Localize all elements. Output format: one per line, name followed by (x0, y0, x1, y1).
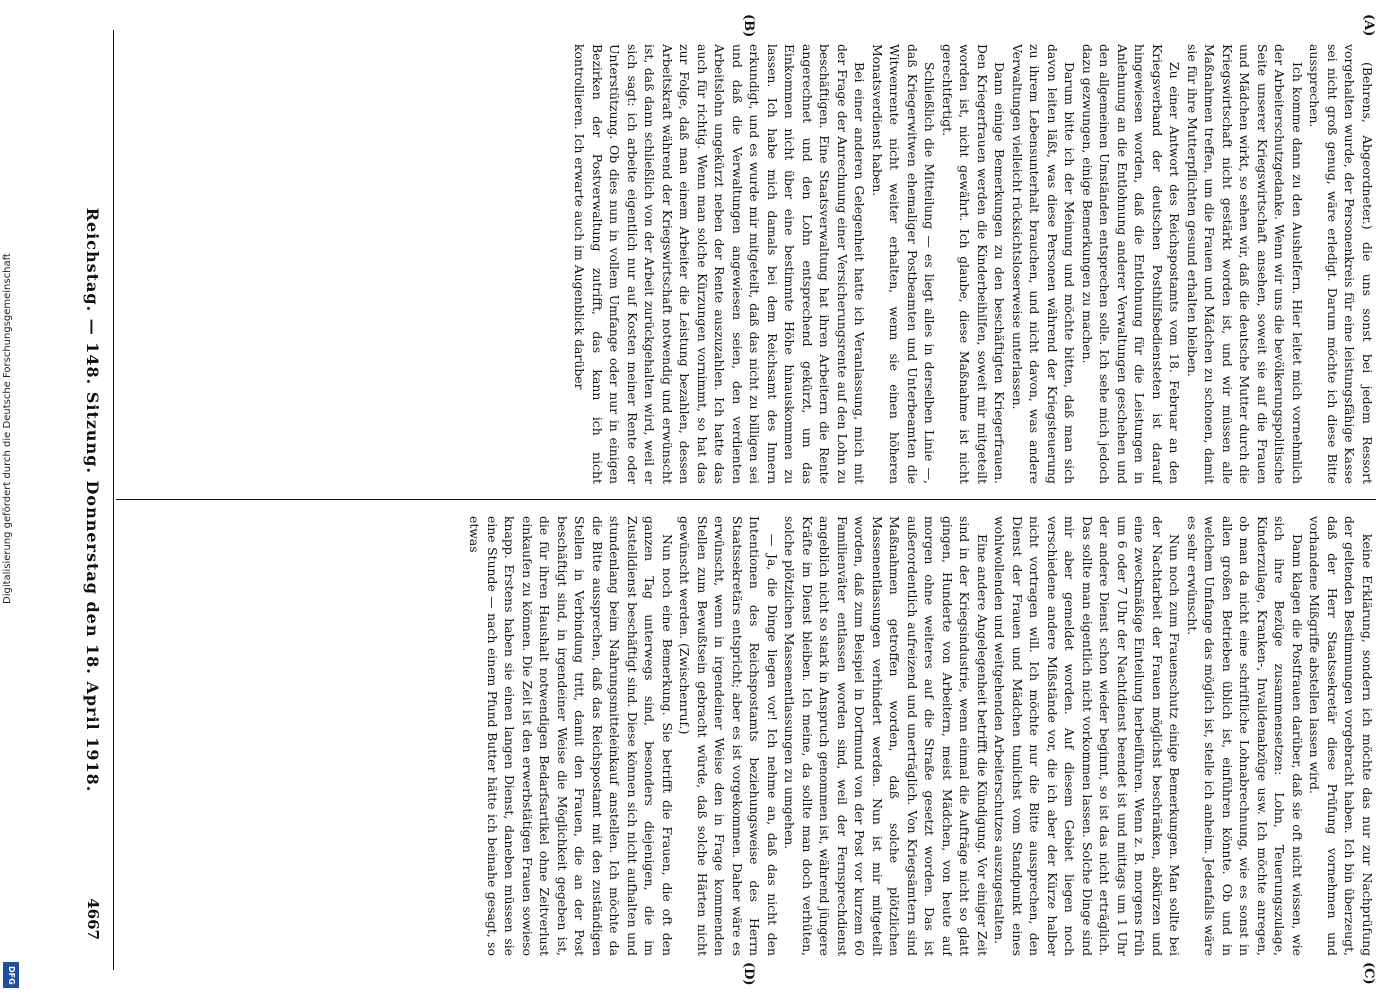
page-header (68, 0, 108, 1000)
scanned-page (36, 0, 1376, 1000)
paragraph: — Ja, die Dinge liegen vor! Ich nehme an, daß das nicht den Intentionen des Reichspostamts beziehungsweise des Herrn Staatssekretärs entspricht; aber es ist vorgekommen. Daher wäre es erwünscht, wenn in irgendeiner Weise den in Frage kommenden Stellen zum Bewußtsein gebracht würde, daß solche Härten nicht gewünscht werden. (Zwischenruf.) (677, 516, 780, 956)
paragraph: Zu einer Antwort des Reichspostamts vom 18. Februar an den Kriegsverband der deutschen Posthilfsbediensteten ist darauf hingewiesen worden, daß die Entlohnung für die Leistungen in Anlehnung an die Entlohnung anderer Verwaltungen geschehen und den allgemeinen Umständen entsprechen solle. Ich sehe mich jedoch dazu gezwungen, einige Bemerkungen zu machen. (1080, 44, 1183, 484)
paragraph: Eine andere Angelegenheit betrifft die Kündigung. Vor einiger Zeit sind in der Kriegsindustrie, wenn einmal die Aufträge nicht so glatt gingen, Hunderte von Arbeitern, meist Mädchen, von heute auf morgen ohne weiteres auf die Straße gesetzt worden. Das ist außerordentlich aufreizend und unerträglich. Von Kriegsämtern sind Maßnahmen getroffen worden, daß solche plötzlichen Massenentlassungen verhindert werden. Nun ist mir mitgeteilt worden, daß zum Beispiel in Dortmund von der Post vor kurzem 60 Familienväter entlassen worden sind, weil der Fernsprechdienst angeblich nicht so stark in Anspruch genommen ist, während jüngere Kräfte im Dienst bleiben. Ich meine, da sollte man doch verhüten, solche plötzlichen Massenentlassungen zu umgehen. (782, 516, 990, 956)
left-column (121, 44, 1376, 484)
paragraph: Dann klagen die Postfrauen darüber, daß sie oft nicht wissen, wie sich ihre Bezüge zusammensetzen: Lohn, Teuerungszulage, Kinderzulage, Kranken-, Invalidenabzüge usw. Ich möchte anregen, ob man da nicht eine schriftliche Lohnabrechnung, wie es sonst in allen großen Betrieben üblich ist, einführen könnte. Ob und in welchem Umfange das möglich ist, stelle ich anheim. Jedenfalls wäre es sehr erwünscht. (1185, 516, 1305, 956)
running-head: Reichstag. — 148. Sitzung. Donnerstag den 18. April 1918. (83, 207, 102, 793)
paragraph: Nun noch eine Bemerkung. Sie betrifft die Frauen, die oft den ganzen Tag unterwegs sind, besonders diejenigen, die im Zustelldienst beschäftigt sind. Diese können sich nicht aufhalten und stundenlang beim Nahrungsmitteleinkauf anstellen. Ich möchte da die Bitte aussprechen, daß das Reichspostamt mit den zuständigen Stellen in Verbindung tritt, damit den Frauen, die an der Post beschäftigt sind, in irgendeiner Weise die Möglichkeit gegeben ist, die für ihren Haushalt notwendigen Bedarfsartikel ohne Zeitverlust einkaufen zu können. Die Zeit ist den erwerbstätigen Frauen sowieso knapp. Erstens haben sie einen langen Dienst, daneben müssen sie eine Stunde — nach einem Pfund Butter hätte ich beinahe gesagt, so etwas (467, 516, 675, 956)
paragraph: Dann einige Bemerkungen zu den beschäftigten Kriegerfrauen. Den Kriegerfrauen werden die Kinderbeihilfen, soweit mir mitgeteilt worden ist, nicht gewährt. Ich glaube, diese Maßnahme ist nicht gerechtfertigt. (940, 44, 1008, 484)
margin-letter-a: (A) (1361, 14, 1376, 37)
dfg-logo: DFG (3, 962, 19, 988)
rotated-page-content (36, 0, 1376, 1000)
header-rule (113, 30, 114, 970)
paragraph: Schließlich die Mitteilung — es liegt alles in derselben Linie —, daß Kriegerwitwen ehemaliger Postbeamten und Unterbeamten die Witwenrente nicht weiter erhalten, wenn sie einen höheren Monatsverdienst haben. (870, 44, 938, 484)
margin-letter-b: (B) (741, 14, 756, 38)
margin-letter-c: (C) (1361, 962, 1376, 985)
paragraph: Bei einer anderen Gelegenheit hatte ich Veranlassung, mich mit der Frage der Anrechnung einer Versicherungsrente auf den Lohn zu beschäftigen. Eine Staatsverwaltung hat ihren Arbeitern die Rente angerechnet und den Lohn entsprechend gekürzt, um das Einkommen nicht über eine bestimmte Höhe hinauskommen zu lassen. Ich habe mich damals bei dem Reichsamt des Innern erkundigt, und es wurde mir mitgeteilt, daß das nicht zu billigen sei und daß die Verwaltungen angewiesen seien, den verdienten Arbeitslohn ungekürzt neben der Rente auszuzahlen. Ich hatte das auch für richtig. Wenn man solche Kürzungen vornimmt, so hat das zur Folge, daß man einem Arbeiter die Leistung bezahlen, dessen Arbeitskraft während der Kriegswirtschaft notwendig und erwünscht ist, daß dann schließlich von der Arbeit zurückgehalten wird, weil er sich sagt: ich arbeite eigentlich nur auf Kosten meiner Rente oder Unterstützung. Ob dies nun in vollem Umfange oder nur in einigen Bezirken der Postverwaltung zutrifft, das kann ich nicht kontrollieren. Ich erwarte auch im Augenblick darüber (572, 44, 868, 484)
margin-letter-d: (D) (741, 962, 756, 986)
dfg-credit-text: Digitalisierung gefördert durch die Deutsche Forschungsgemeinschaft (2, 253, 13, 604)
paragraph: Nun noch zum Frauenschutz einige Bemerkungen. Man sollte bei der Nachtarbeit der Frauen möglichst beschränken, abkürzen und eine zweckmäßige Einteilung herbeiführen. Wenn z. B. morgens früh um 6 oder 7 Uhr der Nachtdienst beendet ist und mittags um 1 Uhr der andere Dienst schon wieder beginnt, so ist das nicht erträglich. Das sollte man eigentlich nicht vorkommen lassen. Solche Dinge sind mir aber gemeldet worden. Auf diesem Gebiet liegen noch verschiedene andere Mißstände vor, die ich aber der Kürze halber nicht vortragen will. Ich möchte nur die Bitte aussprechen, den Dienst der Frauen und Mädchen tunlichst vom Standpunkt eines wohlwollenden und weitgehenden Arbeiterschutzes auszugestalten. (992, 516, 1183, 956)
page-number: 4667 (84, 898, 102, 940)
digitization-sidebar (0, 0, 22, 1000)
paragraph: keine Erklärung, sondern ich möchte das nur zur Nachprüfung der geltenden Bestimmungen vorgebracht haben. Ich bin überzeugt, daß der Herr Staatssekretär diese Prüfung vornehmen und vorhandene Mißgriffe abstellen lassen wird. (1307, 516, 1375, 956)
paragraph: Ich komme dann zu den Aushelfern. Hier leitet mich vornehmlich der Arbeiterschutzgedanke. Wenn wir uns die bevölkerungspolitische Seite unserer Kriegswirtschaft ansehen, soweit sie auf die Frauen und Mädchen wirkt, so sehen wir, daß die deutsche Mutter durch die Kriegswirtschaft nicht gestärkt worden ist, und wir müssen alle Maßnahmen treffen, um die Frauen und Mädchen zu schonen, damit sie für ihre Mutterpflichten gesund erhalten bleiben. (1185, 44, 1305, 484)
paragraph: Darum bitte ich der Meinung und möchte bitten, daß man sich davon leiten läßt, was diese Personen während der Kriegsteuerung zu ihrem Lebensunterhalt brauchen, und nicht davon, was andere Verwaltungen vielleicht rücksichtsloserweise unterlassen. (1010, 44, 1078, 484)
right-column (121, 516, 1376, 956)
column-divider (116, 499, 1376, 500)
paragraph: (Behrens, Abgeordneter.) die uns sonst bei jedem Ressort vorgehalten wurde, der Personenkreis für eine leistungsfähige Kasse sei nicht groß genug, wäre erledigt. Darum möchte ich diese Bitte aussprechen. (1307, 44, 1375, 484)
